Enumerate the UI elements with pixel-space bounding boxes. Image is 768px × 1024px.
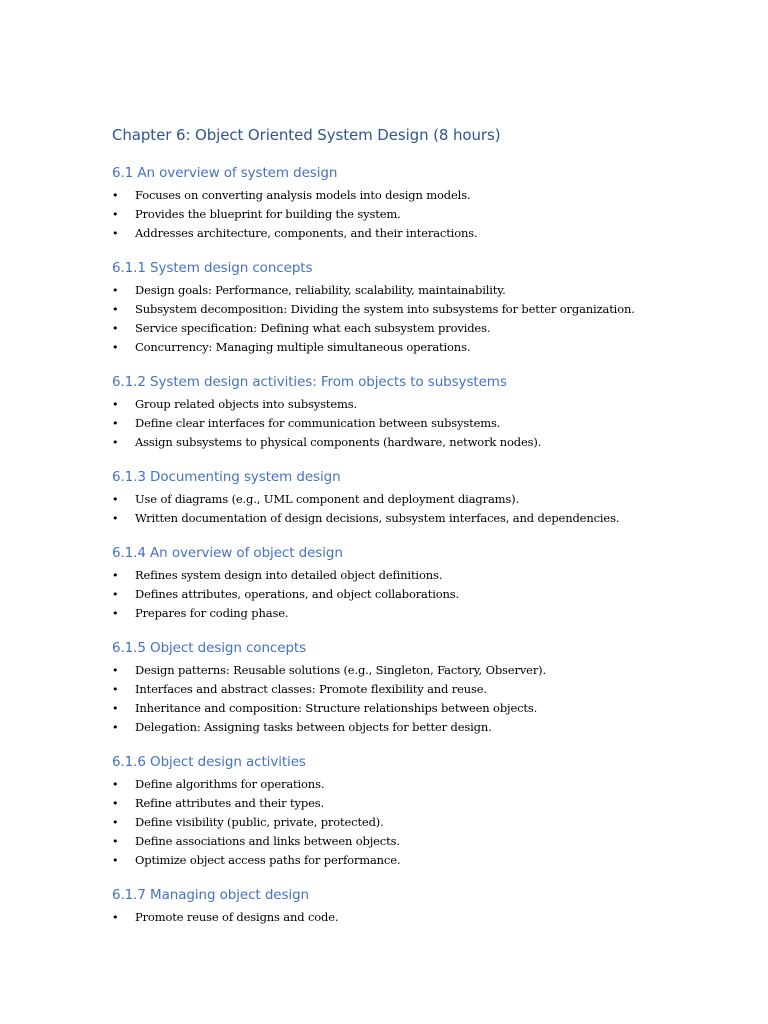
list-item (112, 338, 712, 357)
list-item (112, 205, 712, 224)
list-item-text: Define visibility (public, private, protected). (135, 815, 384, 829)
list-item (112, 851, 712, 870)
bullet-icon: • (112, 189, 119, 202)
list-item (112, 433, 712, 452)
list-item-text: Interfaces and abstract classes: Promote flexibility and reuse. (135, 682, 487, 696)
bullet-icon: • (112, 721, 119, 734)
list-item-text: Group related objects into subsystems. (135, 397, 358, 411)
bullet-icon: • (112, 227, 119, 240)
bullet-list (112, 281, 712, 357)
list-item-text: Optimize object access paths for performance. (135, 853, 401, 867)
section-heading: 6.1 An overview of system design (112, 165, 338, 181)
list-item-text: Define algorithms for operations. (135, 777, 325, 791)
section (112, 258, 712, 357)
list-item-text: Refines system design into detailed object definitions. (135, 568, 443, 582)
document-content (112, 124, 712, 942)
bullet-list (112, 908, 712, 927)
section-heading: 6.1.2 System design activities: From objects to subsystems (112, 374, 507, 390)
list-item-text: Concurrency: Managing multiple simultaneous operations. (135, 340, 471, 354)
chapter-title: Chapter 6: Object Oriented System Design (8 hours) (112, 126, 501, 144)
list-item (112, 794, 712, 813)
list-item (112, 566, 712, 585)
bullet-icon: • (112, 607, 119, 620)
list-item (112, 661, 712, 680)
bullet-icon: • (112, 816, 119, 829)
section-heading: 6.1.6 Object design activities (112, 754, 306, 770)
list-item (112, 813, 712, 832)
bullet-list (112, 490, 712, 528)
list-item-text: Prepares for coding phase. (135, 606, 289, 620)
list-item (112, 490, 712, 509)
list-item (112, 585, 712, 604)
bullet-icon: • (112, 588, 119, 601)
list-item-text: Provides the blueprint for building the system. (135, 207, 401, 221)
list-item (112, 224, 712, 243)
section-heading: 6.1.3 Documenting system design (112, 469, 341, 485)
bullet-icon: • (112, 493, 119, 506)
bullet-icon: • (112, 322, 119, 335)
list-item (112, 718, 712, 737)
section-heading: 6.1.5 Object design concepts (112, 640, 307, 656)
list-item (112, 395, 712, 414)
section-heading: 6.1.4 An overview of object design (112, 545, 343, 561)
section-heading: 6.1.1 System design concepts (112, 260, 313, 276)
bullet-list (112, 186, 712, 243)
list-item-text: Design patterns: Reusable solutions (e.g., Singleton, Factory, Observer). (135, 663, 547, 677)
list-item-text: Subsystem decomposition: Dividing the system into subsystems for better organization. (135, 302, 635, 316)
list-item (112, 680, 712, 699)
list-item-text: Delegation: Assigning tasks between objects for better design. (135, 720, 492, 734)
bullet-icon: • (112, 835, 119, 848)
list-item-text: Define clear interfaces for communication between subsystems. (135, 416, 501, 430)
bullet-icon: • (112, 398, 119, 411)
bullet-icon: • (112, 284, 119, 297)
section (112, 638, 712, 737)
bullet-list (112, 661, 712, 737)
list-item (112, 908, 712, 927)
bullet-list (112, 775, 712, 870)
bullet-icon: • (112, 417, 119, 430)
list-item-text: Written documentation of design decisions, subsystem interfaces, and dependencies. (135, 511, 620, 525)
bullet-icon: • (112, 569, 119, 582)
list-item (112, 832, 712, 851)
list-item-text: Use of diagrams (e.g., UML component and deployment diagrams). (135, 492, 520, 506)
list-item-text: Promote reuse of designs and code. (135, 910, 339, 924)
bullet-icon: • (112, 664, 119, 677)
bullet-icon: • (112, 702, 119, 715)
bullet-icon: • (112, 778, 119, 791)
bullet-icon: • (112, 911, 119, 924)
bullet-icon: • (112, 303, 119, 316)
list-item-text: Define associations and links between objects. (135, 834, 400, 848)
section (112, 163, 712, 243)
list-item-text: Inheritance and composition: Structure relationships between objects. (135, 701, 538, 715)
bullet-icon: • (112, 797, 119, 810)
list-item-text: Refine attributes and their types. (135, 796, 324, 810)
list-item (112, 699, 712, 718)
bullet-icon: • (112, 512, 119, 525)
bullet-list (112, 566, 712, 623)
list-item (112, 186, 712, 205)
bullet-list (112, 395, 712, 452)
section (112, 467, 712, 528)
list-item (112, 300, 712, 319)
section (112, 372, 712, 452)
list-item-text: Focuses on converting analysis models into design models. (135, 188, 471, 202)
section (112, 752, 712, 870)
section (112, 885, 712, 927)
bullet-icon: • (112, 341, 119, 354)
list-item (112, 775, 712, 794)
list-item (112, 281, 712, 300)
list-item (112, 509, 712, 528)
sections-container (112, 163, 712, 927)
list-item (112, 414, 712, 433)
section (112, 543, 712, 623)
list-item (112, 319, 712, 338)
list-item (112, 604, 712, 623)
bullet-icon: • (112, 436, 119, 449)
section-heading: 6.1.7 Managing object design (112, 887, 310, 903)
list-item-text: Defines attributes, operations, and object collaborations. (135, 587, 460, 601)
list-item-text: Design goals: Performance, reliability, scalability, maintainability. (135, 283, 506, 297)
list-item-text: Assign subsystems to physical components (hardware, network nodes). (135, 435, 542, 449)
bullet-icon: • (112, 683, 119, 696)
bullet-icon: • (112, 208, 119, 221)
list-item-text: Service specification: Defining what each subsystem provides. (135, 321, 491, 335)
list-item-text: Addresses architecture, components, and their interactions. (135, 226, 478, 240)
bullet-icon: • (112, 854, 119, 867)
